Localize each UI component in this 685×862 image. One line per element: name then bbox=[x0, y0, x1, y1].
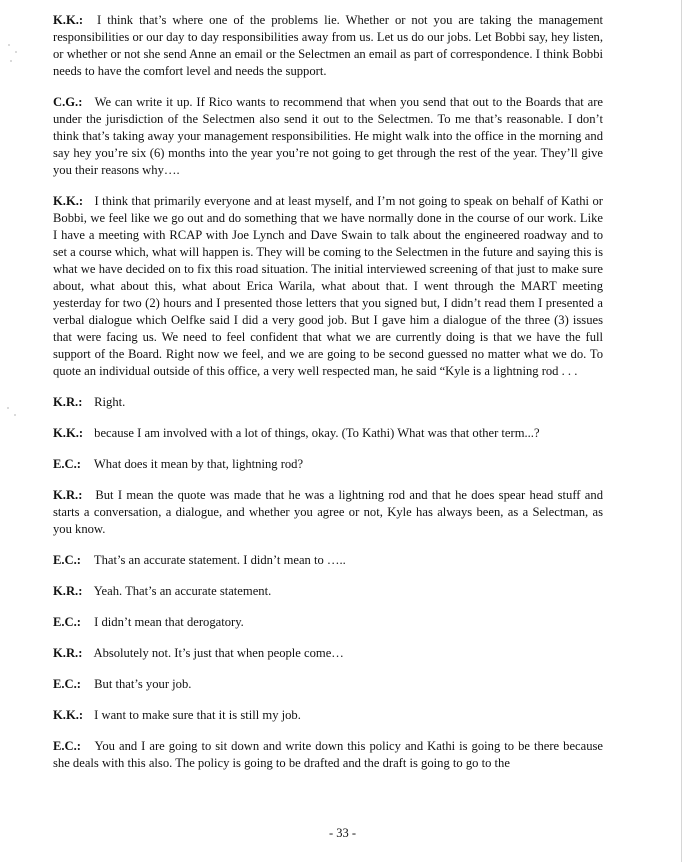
paragraph-text: Yeah. That’s an accurate statement. bbox=[93, 584, 272, 598]
transcript-paragraph bbox=[53, 583, 603, 600]
paragraph-text: because I am involved with a lot of things, okay. (To Kathi) What was that other term...? bbox=[94, 426, 540, 440]
paragraph-text: What does it mean by that, lightning rod? bbox=[93, 457, 304, 471]
paragraph-text: Right. bbox=[94, 395, 126, 409]
speaker-label: E.C.: bbox=[53, 553, 81, 567]
scan-edge-line bbox=[681, 0, 682, 862]
speaker-label: E.C.: bbox=[53, 457, 81, 471]
speaker-label: K.R.: bbox=[53, 646, 83, 660]
paragraph-text: You and I are going to sit down and write down this policy and Kathi is going to be there because she deals with this also. The policy is going to be drafted and the draft is going to go to the bbox=[53, 739, 603, 770]
transcript-paragraph bbox=[53, 394, 603, 411]
speaker-label: K.K.: bbox=[53, 194, 84, 208]
paragraph-text: But I mean the quote was made that he was a lightning rod and that he does spear head stuff and starts a conversation, a dialogue, and whether you agree or not, Kyle has always been, as a Selectman, as you know. bbox=[53, 488, 603, 536]
transcript-paragraph bbox=[53, 614, 603, 631]
transcript-paragraph bbox=[53, 552, 603, 569]
transcript-paragraph bbox=[53, 707, 603, 724]
speaker-label: E.C.: bbox=[53, 739, 81, 753]
transcript-paragraph bbox=[53, 456, 603, 473]
transcript-paragraph bbox=[53, 12, 603, 80]
scan-specks bbox=[6, 40, 24, 70]
speaker-label: E.C.: bbox=[53, 677, 81, 691]
speaker-label: K.R.: bbox=[53, 395, 83, 409]
paragraph-text: Absolutely not. It’s just that when people come… bbox=[93, 646, 344, 660]
speaker-label: K.K.: bbox=[53, 426, 84, 440]
paragraph-text: But that’s your job. bbox=[94, 677, 192, 691]
speaker-label: K.R.: bbox=[53, 488, 83, 502]
speaker-label: K.R.: bbox=[53, 584, 83, 598]
paragraph-text: I want to make sure that it is still my job. bbox=[94, 708, 301, 722]
paragraph-text: I think that’s where one of the problems lie. Whether or not you are taking the management responsibilities or our day to day responsibilities away from us. Let us do our jobs. Let Bobbi say, hey listen, or whether or not she send Anne an email or the Selectmen an email as part of correspondence. I think Bobbi needs to have the comfort level and needs the support. bbox=[53, 13, 603, 78]
paragraph-text: I think that primarily everyone and at least myself, and I’m not going to speak on behalf of Kathi or Bobbi, we feel like we go out and do something that we have normally done in the course of our work. Like I have a meeting with RCAP with Joe Lynch and Dave Swain to talk about the engineered roadway and to set a course which, what will happen is. They will be coming to the Selectmen in the future and saying this is what we have decided on to fix this road situation. The initial interviewed screening of that just to make sure about, what about this, what about Erica Warila, what about that. I went through the MART meeting yesterday for two (2) hours and I presented those letters that you signed but, I didn’t read them I presented a verbal dialogue which Oelfke said I did a very good job. But I gave him a dialogue of the three (3) issues that were facing us. We need to feel confident that what we are currently doing is that we have the full support of the Board. Right now we feel, and we are going to be second guessed no matter what we do. To quote an individual outside of this office, a very well respected man, he said “Kyle is a lightning rod . . . bbox=[53, 194, 603, 378]
transcript-paragraph bbox=[53, 425, 603, 442]
transcript-paragraph bbox=[53, 738, 603, 772]
transcript-paragraph bbox=[53, 94, 603, 179]
speaker-label: K.K.: bbox=[53, 13, 84, 27]
transcript-paragraph bbox=[53, 645, 603, 662]
speaker-label: K.K.: bbox=[53, 708, 84, 722]
scan-specks bbox=[4, 405, 22, 425]
transcript-paragraph bbox=[53, 676, 603, 693]
page-number: - 33 - bbox=[328, 826, 357, 840]
paragraph-text: We can write it up. If Rico wants to recommend that when you send that out to the Boards that are under the jurisdiction of the Selectmen also send it out to the Selectmen. To me that’s reasonable. I don’t think that’s taking away your management responsibilities. He might walk into the office in the morning and say hey you’re six (6) months into the year you’re not going to get through the rest of the year. They’ll give you their reasons why…. bbox=[53, 95, 604, 177]
speaker-label: E.C.: bbox=[53, 615, 81, 629]
transcript-paragraph bbox=[53, 487, 603, 538]
speaker-label: C.G.: bbox=[53, 95, 83, 109]
transcript-body bbox=[53, 12, 603, 786]
paragraph-text: That’s an accurate statement. I didn’t mean to ….. bbox=[93, 553, 346, 567]
paragraph-text: I didn’t mean that derogatory. bbox=[94, 615, 244, 629]
transcript-paragraph bbox=[53, 193, 603, 380]
